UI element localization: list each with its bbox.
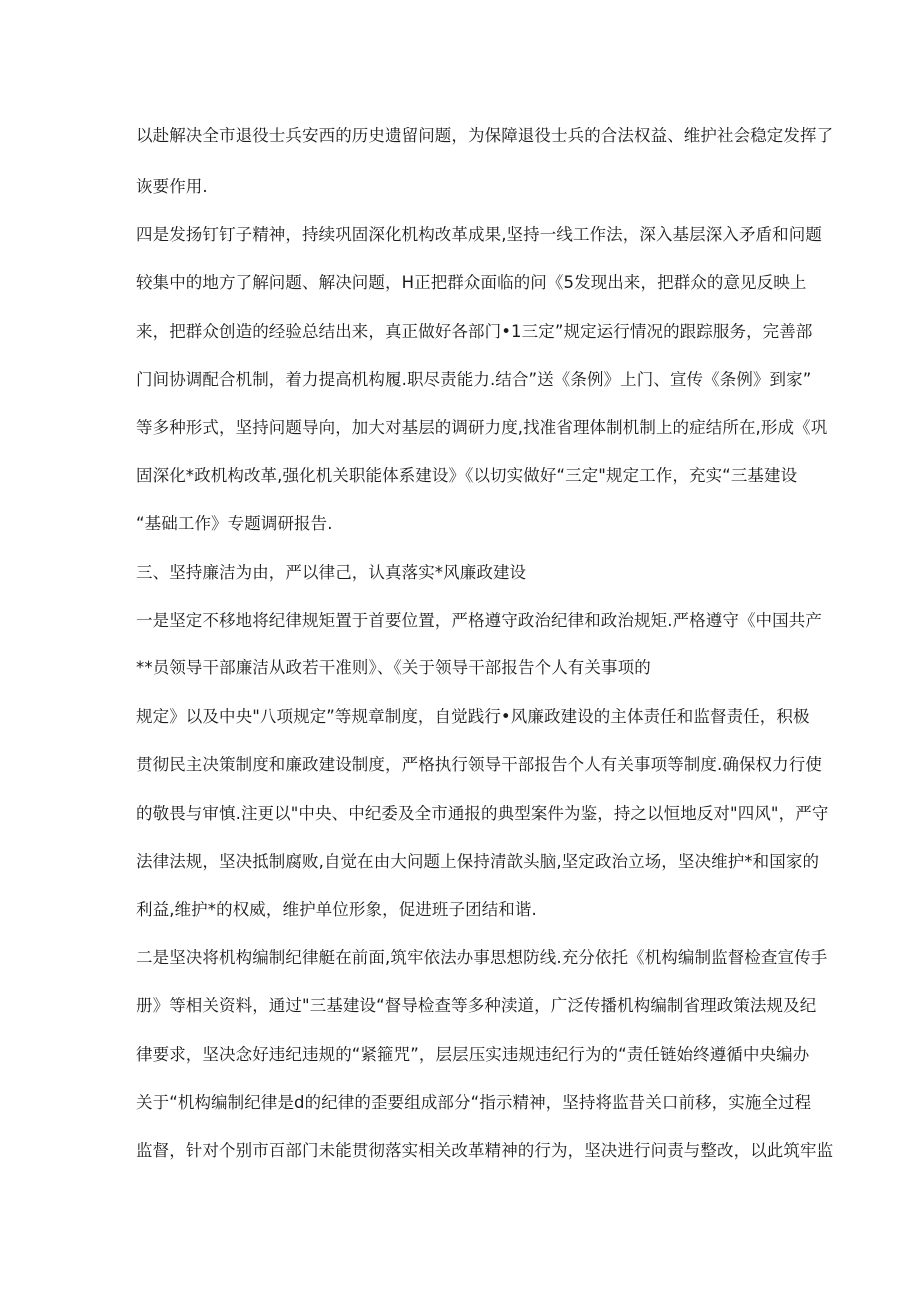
paragraph-line: 来，把群众创造的经验总结出来，真正做好各部门•1三定”规定运行情况的跟踪服务，完善部: [136, 322, 813, 341]
paragraph-line: 二是坚决将机构编制纪律艇在前面,筑牢依法办事思想防线.充分依托《机构编制监督检查宣传手: [136, 948, 828, 967]
paragraph-line: 等多种形式，坚持问题导向，加大对基层的调研力度,找准省理体制机制上的症结所在,形成《巩: [136, 418, 828, 437]
paragraph-line: 规定》以及中央"八项规定”等规章制度，自觉践行•风廉政建设的主体责任和监督责任，积极: [136, 707, 810, 726]
paragraph-line: 以赴解决全市退役士兵安西的历史遗留问题，为保障退役士兵的合法权益、维护社会稳定发挥了: [136, 126, 834, 145]
paragraph-line: 的敬畏与审慎.注更以"中央、中纪委及全市通报的典型案件为鉴，持之以恒地反对"四风"，严守: [136, 804, 829, 823]
paragraph-line: 较集中的地方了解问题、解决问题，H正把群众面临的问《5发现出来，把群众的意见反映上: [136, 273, 807, 292]
paragraph-line: 法律法规，坚决抵制腐败,自觉在由大问题上保持清歆头脑,坚定政治立场，坚决维护*和国家的: [136, 852, 820, 871]
section-heading: 三、坚持廉洁为由，严以律己，认真落实*风廉政建设: [136, 563, 527, 582]
paragraph-line: 册》等相关资料，通过"三基建设“督导检查等多种渎道，广泛传播机构编制省理政策法规及纪: [136, 996, 817, 1015]
paragraph-line: 门间协调配合机制，着力提高机构履.职尽责能力.结合”送《条例》上门、宣传《条例》到家”: [136, 370, 812, 389]
paragraph-line: 贯彻民主决策制度和廉政建设制度，严格执行领导干部报告个人有关事项等制度.确保权力行使: [136, 755, 822, 774]
paragraph-line: 监督，针对个别市百部门未能贯彻落实相关改革精神的行为，坚决进行问责与整改，以此筑牢监: [136, 1141, 834, 1160]
paragraph-line: 关于“机构编制纪律是d的纪律的歪要组成部分“指示精神，坚持将监昔关口前移，实施全过程: [136, 1093, 812, 1112]
paragraph-line: 一是坚定不移地将纪律规矩置于首要位置，严格遵守政治纪律和政治规矩.严格遵守《中国共产: [136, 611, 822, 630]
paragraph-line: 诙要作用.: [136, 177, 208, 196]
paragraph-line: 利益,维护*的权威，维护单位形象，促进班子团结和谐.: [136, 900, 537, 919]
paragraph-line: “基础工作》专题调研报告.: [136, 514, 333, 533]
paragraph-line: 四是发扬钉钉子精神，持续巩固深化机构改革成果,坚持一线工作法，深入基层深入矛盾和问题: [136, 225, 822, 244]
paragraph-line: 固深化*政机构改革,强化机关职能体系建设》《以切实做好“三定"规定工作，充实“三基建设: [136, 466, 798, 485]
paragraph-line: **员领导干部廉洁从政若干准则》、《关于领导干部报告个人有关事项的: [136, 658, 651, 677]
paragraph-line: 律要求，坚决念好违纪违规的“紧箍咒”，层层压实违规违纪行为的“责任链始终遵循中央编办: [136, 1045, 810, 1064]
